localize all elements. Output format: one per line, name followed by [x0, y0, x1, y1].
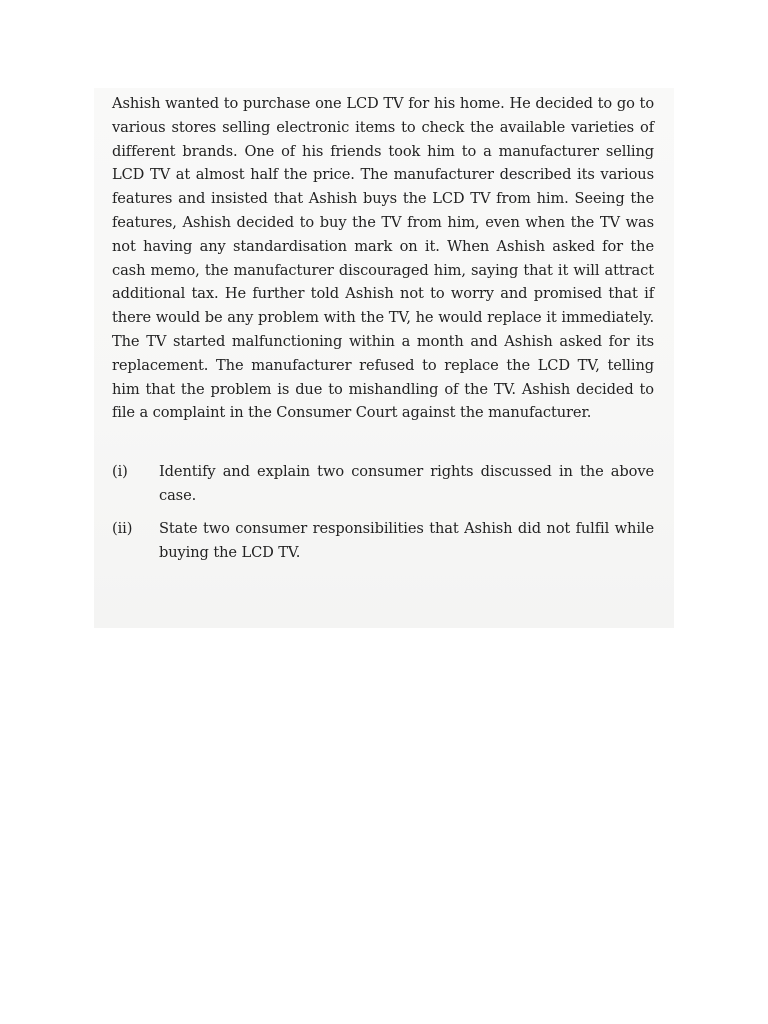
question-1: [112, 460, 654, 508]
question-2-text: State two consumer responsibilities that Ashish did not fulfil while buying the LCD TV.: [159, 520, 654, 561]
case-passage: Ashish wanted to purchase one LCD TV for his home. He decided to go to various stores selling electronic items to check the available varieties of different brands. One of his friends took him to a manufacturer selling LCD TV at almost half the price. The manufacturer described its various features and insisted that Ashish buys the LCD TV from him. Seeing the features, Ashish decided to buy the TV from him, even when the TV was not having any standardisation mark on it. When Ashish asked for the cash memo, the manufacturer discouraged him, saying that it will attract additional tax. He further told Ashish not to worry and promised that if there would be any problem with the TV, he would replace it immediately. The TV started malfunctioning within a month and Ashish asked for its replacement. The manufacturer refused to replace the LCD TV, telling him that the problem is due to mishandling of the TV. Ashish decided to file a complaint in the Consumer Court against the manufacturer.: [112, 95, 654, 422]
question-2: [112, 517, 654, 565]
question-1-label: (i): [112, 463, 128, 480]
question-1-text: Identify and explain two consumer rights discussed in the above case.: [159, 463, 654, 504]
question-2-label: (ii): [112, 520, 133, 537]
